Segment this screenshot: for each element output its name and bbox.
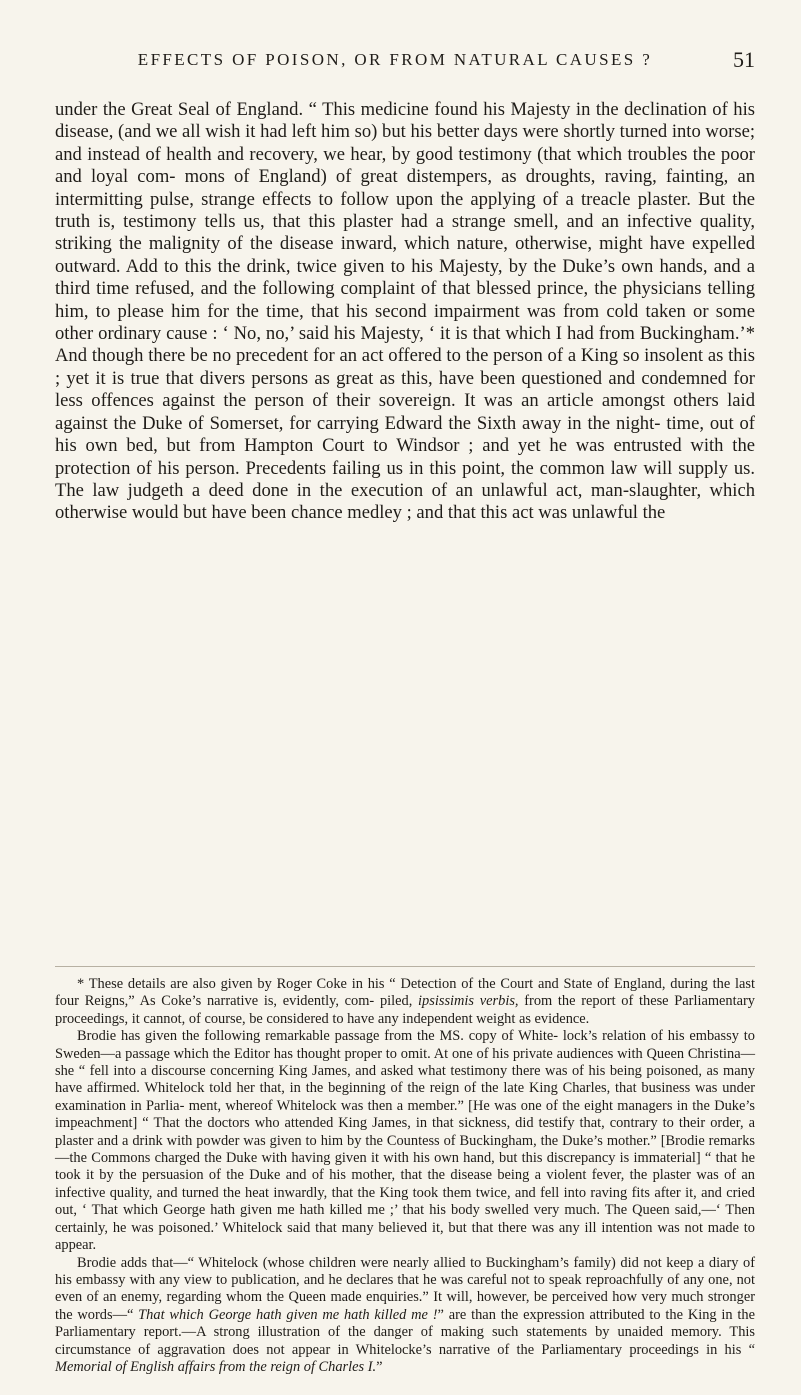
main-body-text: under the Great Seal of England. “ This medicine found his Majesty in the declination of his disease, (and we all wish it had left him so) but his better days were shortly turned into worse; and instead of health and recovery, we hear, by good testimony (that which troubles the poor and loyal com- mons of England) of great distempers, as droughts, raving, fainting, an intermitting pulse, strange effects to follow upon the applying of a treacle plaster. But the truth is, testimony tells us, that this plaster had a strange smell, and an infective quality, striking the malignity of the disease inward, which nature, otherwise, might have expelled outward. Add to this the drink, twice given to his Majesty, by the Duke’s own hands, and a third time refused, and the following complaint of that blessed prince, the physicians telling him, to please him for the time, that his second impairment was from cold taken or some other ordinary cause : ‘ No, no,’ said his Majesty, ‘ it is that which I had from Buckingham.’* And though there be no precedent for an act offered to the person of a King so insolent as this ; yet it is true that divers persons as great as this, have been questioned and condemned for less offences against the person of their sovereign. It was an article amongst others laid against the Duke of Somerset, for carrying Edward the Sixth away in the night- time, out of his own bed, but from Hampton Court to Windsor ; and yet he was entrusted with the protection of his person. Precedents failing us in this point, the common law will supply us. The law judgeth a deed done in the execution of an unlawful act, man-slaughter, which otherwise would but have been chance medley ; and that this act was unlawful the	[55, 99, 755, 524]
page-number: 51	[733, 47, 755, 72]
footnotes	[55, 976, 755, 1376]
italic-quotation: That which George hath given me hath killed me !	[138, 1306, 438, 1323]
running-head: EFFECTS OF POISON, OR FROM NATURAL CAUSES ?	[137, 50, 653, 69]
italic-book-title: Memorial of English affairs from the reign of Charles I.	[55, 1358, 377, 1375]
footnote-paragraph-3: Brodie adds that—“ Whitelock (whose children were nearly allied to Buckingham’s family) did not keep a diary of his embassy with any view to publication, and he declares that he was careful not to speak reproachfully of any one, not even of an enemy, regarding whom the Queen made enquiries.” It will, however, be perceived how very much stronger the words—“ That which George hath given me hath killed me !” are than the expression attributed to the King in the Parliamentary report.—A strong illustration of the danger of making such statements by unaided memory. This circumstance of aggravation does not appear in Whitelocke’s narrative of the Parliamentary proceedings in his “ Memorial of English affairs from the reign of Charles I.”	[55, 1254, 755, 1375]
footnote-paragraph-2: Brodie has given the following remarkable passage from the MS. copy of White- lock’s relation of his embassy to Sweden—a passage which the Editor has thought proper to omit. At one of his private audiences with Queen Christina—she “ fell into a discourse concerning King James, and asked what testimony there was of his being poisoned, as many have affirmed. Whitelock told her that, in the beginning of the reign of the late King Charles, that business was under examination in Parlia- ment, whereof Whitelock was then a member.” [He was one of the eight managers in the Duke’s impeachment] “ That the doctors who attended King James, in that sickness, did testify that, contrary to their order, a plaster and a drink with powder was given to him by the Countess of Buckingham, the Duke’s mother.” [Brodie remarks—the Commons charged the Duke with having given it with his own hand, but this discrepancy is immaterial] “ that he took it by the persuasion of the Duke and of his mother, that the disease being a violent fever, the plaster was of an infective quality, and turned the heat inwardly, that the King took them twice, and fell into raving fits after it, and cried out, ‘ That which George hath given me hath killed me ;’ that his body swelled very much. The Queen said,—‘ Then certainly, he was poisoned.’ Whitelock said that many believed it, but that there was any ill intention was not made to appear.	[55, 1028, 755, 1254]
italic-latin-phrase: ipsissimis verbis,	[418, 993, 519, 1010]
footnote-paragraph-1: * These details are also given by Roger Coke in his “ Detection of the Court and State of England, during the last four Reigns,” As Coke’s narrative is, evidently, com- piled, ipsissimis verbis, from the report of these Parliamentary proceedings, it cannot, of course, be considered to have any independent weight as evidence.	[55, 976, 755, 1027]
footnote-divider	[55, 966, 755, 967]
page-header	[55, 47, 755, 90]
